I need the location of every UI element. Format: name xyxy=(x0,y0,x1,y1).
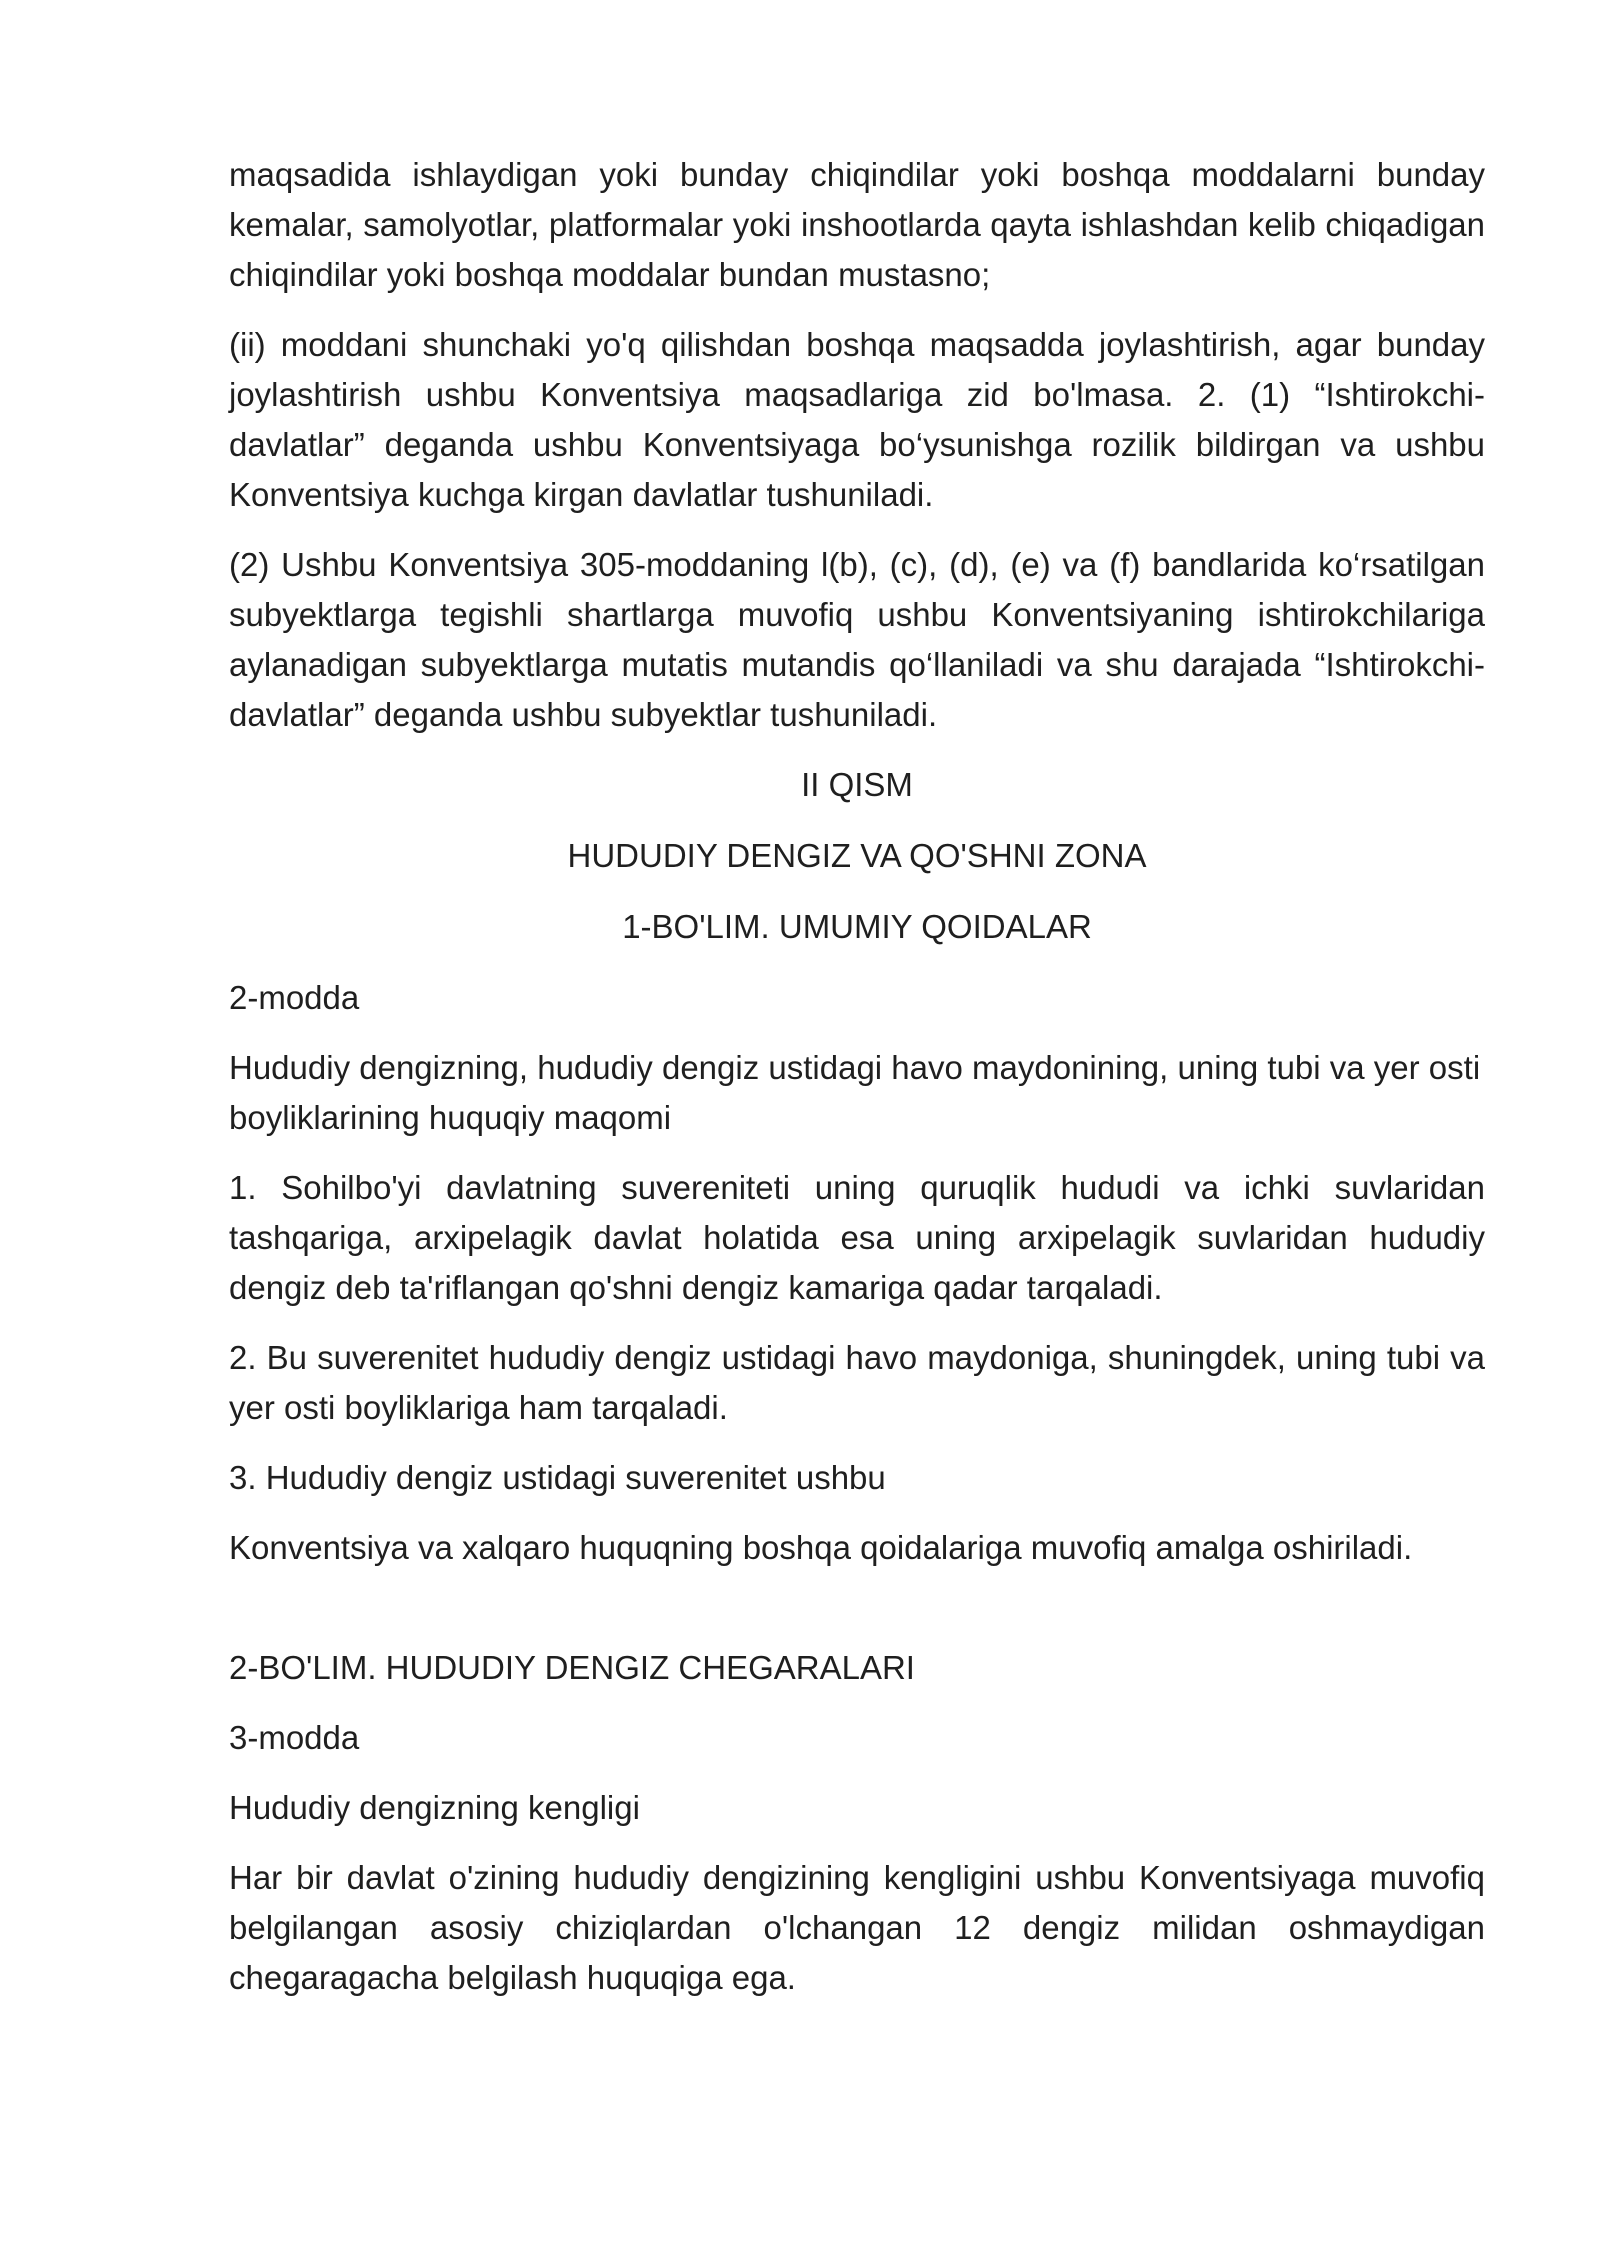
article-2-item-3-end: Konventsiya va xalqaro huquqning boshqa qoidalariga muvofiq amalga oshiriladi. xyxy=(229,1529,1413,1566)
paragraph-definition-ii: (ii) moddani shunchaki yo'q qilishdan boshqa maqsadda joylashtirish, agar bunday joylashtirish ushbu Konventsiya maqsadlariga zid bo'lmasa. 2. (1) “Ishtirokchi-davlatlar” deganda ushbu Konventsiyaga bo‘ysunishga rozilik bildirgan va ushbu Konventsiya kuchga kirgan davlatlar tushuniladi. xyxy=(229,326,1485,513)
article-3-title: Hududiy dengizning kengligi xyxy=(229,1789,640,1826)
section-2-heading: 2-BO'LIM. HUDUDIY DENGIZ CHEGARALARI xyxy=(229,1649,915,1686)
blank-line xyxy=(229,1593,1485,1643)
article-2-item-3-start: 3. Hududiy dengiz ustidagi suverenitet ushbu xyxy=(229,1459,886,1496)
part-title-heading: HUDUDIY DENGIZ VA QO'SHNI ZONA xyxy=(567,837,1147,874)
paragraph-continuation: maqsadida ishlaydigan yoki bunday chiqindilar yoki boshqa moddalarni bunday kemalar, samolyotlar, platformalar yoki inshootlarda qayta ishlashdan kelib chiqadigan chiqindilar yoki boshqa moddalar bundan mustasno; xyxy=(229,156,1485,293)
part-number-heading: II QISM xyxy=(801,766,913,803)
paragraph-definition-2: (2) Ushbu Konventsiya 305-moddaning l(b), (c), (d), (e) va (f) bandlarida ko‘rsatilgan subyektlarga tegishli shartlarga muvofiq ushbu Konventsiyaning ishtirokchilariga aylanadigan subyektlarga mutatis mutandis qo‘llaniladi va shu darajada “Ishtirokchi-davlatlar” deganda ushbu subyektlar tushuniladi. xyxy=(229,546,1485,733)
article-2-title: Hududiy dengizning, hududiy dengiz ustidagi havo maydonining, uning tubi va yer osti boyliklarining huquqiy maqomi xyxy=(229,1049,1481,1136)
section-1-heading: 1-BO'LIM. UMUMIY QOIDALAR xyxy=(622,908,1092,945)
article-2-label: 2-modda xyxy=(229,979,360,1016)
article-3-label: 3-modda xyxy=(229,1719,360,1756)
article-3-text: Har bir davlat o'zining hududiy dengizining kengligini ushbu Konventsiyaga muvofiq belgilangan asosiy chiziqlardan o'lchangan 12 dengiz milidan oshmaydigan chegaragacha belgilash huquqiga ega. xyxy=(229,1859,1485,1996)
document-page xyxy=(229,150,1485,2023)
article-2-item-1: 1. Sohilbo'yi davlatning suvereniteti uning quruqlik hududi va ichki suvlaridan tashqariga, arxipelagik davlat holatida esa uning arxipelagik suvlaridan hududiy dengiz deb ta'riflangan qo'shni dengiz kamariga qadar tarqaladi. xyxy=(229,1169,1485,1306)
article-2-item-2: 2. Bu suverenitet hududiy dengiz ustidagi havo maydoniga, shuningdek, uning tubi va yer osti boyliklariga ham tarqaladi. xyxy=(229,1339,1485,1426)
